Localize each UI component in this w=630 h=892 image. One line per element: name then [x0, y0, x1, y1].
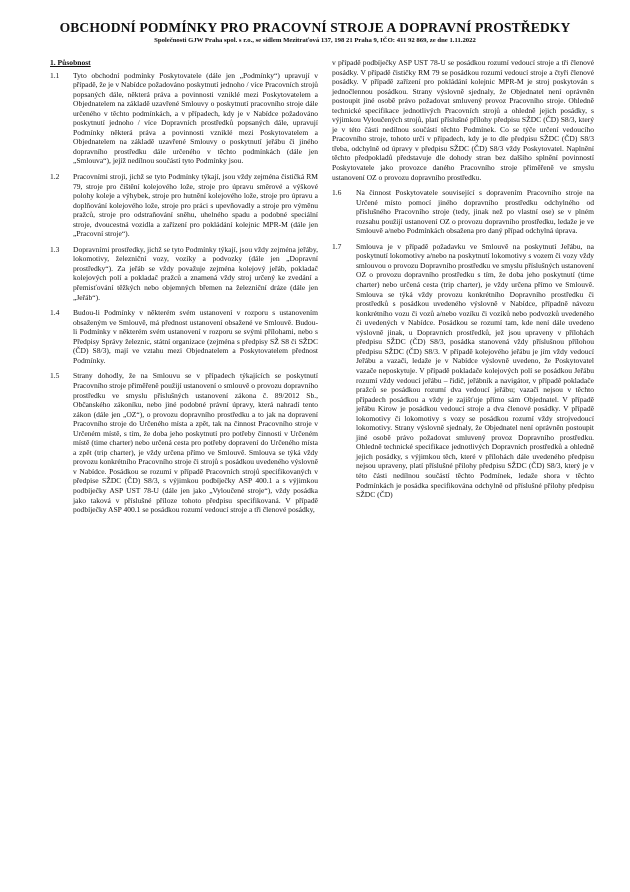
paragraph-number: 1.4 — [50, 308, 60, 318]
paragraph-number: 1.6 — [332, 188, 342, 198]
paragraph-number: 1.7 — [332, 241, 342, 251]
document-subtitle: Společnosti GJW Praha spol. s r.o., se sídlem Mezitraťová 137, 198 21 Praha 9, IČO: 411 92 869, ze dne 1.11.2022 — [154, 37, 476, 44]
paragraph — [50, 172, 318, 239]
document-title: OBCHODNÍ PODMÍNKY PRO PRACOVNÍ STROJE A DOPRAVNÍ PROSTŘEDKY — [59, 20, 571, 35]
paragraph-text: Strany dohodly, že na Smlouvu se v případech týkajících se poskytnutí Pracovního stroje přiměřeně použijí ustanovení o smlouvě o provozu dopravního prostředku ve smyslu příslušných ustanovení zákona č. 89/2012 Sb., Občanského zákoníku, nebo jiné podobné právní úpravy, která nahradí tento zákon (dále jen „OZ“), o provozu dopravního prostředku a to jak na dopravení Pracovního stroje do Určeného místa a zpět, tak na činnost Pracovního stroje v Určeném místě, s tím, že doba jeho poskytnutí pro potřeby činnosti v Určeném místě (time charter) nebo určená cesta pro potřeby dopravení do Určeného místa a zpět (trip charter), je vždy určena přímo ve Smlouvě. Smlouva se týká vždy provozu konkrétního Pracovního stroje či strojů s posádkou uvedeného výslovně v Nabídce. Posádkou se rozumí v případě Pracovních strojů specifikovaných v předpise SŽDC (ČD) S8/3, s výjimkou podbíječky ASP 400.1 a s výjimkou podbíječky ASP UST 78-U (dále jen jako „Vyloučené stroje“), vždy posádka jako taková v příslušné příloze tohoto předpisu specifikovaná. V případě podbíječky ASP 400.1 se posádkou rozumí vedoucí stroje a tři členové posádky, — [73, 371, 318, 515]
paragraph-continuation: v případě podbíječky ASP UST 78-U se posádkou rozumí vedoucí stroje a tři členové posádky. V případě čističky RM 79 se posádkou rozumí vedoucí stroje a čtyři členové posádky. V případě zařízení pro pokládání kolejnic MPR-M je stroj poskytován s jednočlennou posádkou. Strany výslovně sjednaly, že Objednatel není oprávněn postoupit jiné osobě právo požadovat smluvený provoz Pracovního stroje. Ohledně technické specifikace jednotlivých Pracovních strojů a ohledně jejich posádky, s výjimkou Vyloučených strojů, platí příslušné přílohy předpisu SŽDC (ČD) S8/3, který je v této části nedílnou součástí těchto Podmínek. Co se týče určení vedoucího Pracovního stroje, tohoto určí v případech, kdy je to dle předpisu SŽDC (ČD) S8/3 třeba, odchylně od úpravy v předpisu SŽDC (ČD) S8/3 vždy Poskytovatel. Naplnění těchto předpokladů představuje dle dohody stran bez dalšího splnění povinností Poskytovatele jako provozce daného Pracovního stroje přiměřeně ve smyslu ustanovení OZ o provozu dopravního prostředku. — [332, 58, 594, 182]
paragraph-number: 1.5 — [50, 371, 60, 381]
paragraph-text: Budou-li Podmínky v některém svém ustanovení v rozporu s ustanovením obsaženým ve Smlouvě, má přednost ustanovení obsažené ve Smlouvě. Budou-li Podmínky v některém svém ustanovení v rozporu se svými přílohami, nebo s Předpisy Správy železnic, státní organizace (zejména s předpisy SŽ S8 či SŽDC (ČD) S8/3), mají ve vztahu mezi Objednatelem a Poskytovatelem přednost Podmínky. — [73, 308, 318, 365]
left-paragraph-list — [50, 71, 318, 515]
paragraph-text: Na činnost Poskytovatele související s dopravením Pracovního stroje na Určené místo pomocí jiného dopravního prostředku odchylného od příslušného Pracovního stroje (tedy, jinak než po vlastní ose) se v plném rozsahu použijí ustanovení OZ o provozu dopravního prostředku, ledaže je ve Smlouvě a/nebo Podmínkách obsažena pro daný případ odchylná úprava. — [356, 188, 594, 236]
paragraph — [332, 188, 594, 236]
paragraph-number: 1.3 — [50, 244, 60, 254]
paragraph — [50, 308, 318, 365]
paragraph — [332, 242, 594, 500]
paragraph — [50, 371, 318, 514]
paragraph-text: Pracovními stroji, jichž se tyto Podmínky týkají, jsou vždy zejména čističká RM 79, stroje pro čištění kolejového lože, stroje pro úpravu směrové a výškové polohy koleje a výhybek, stroje pro hutnění kolejového lože, stroje pro úpravu a doplňování kolejového lože, stroje pro práci s upevňovadly a stroje pro výměnu pražců, stroje pro odstraňování sněhu, uhelného spadu a podobné speciální stroje, dvoucestná vozidla a zařízení pro pokládání kolejnic MPR-M (dále jen „Pracovní stroje“). — [73, 172, 318, 239]
section-heading: 1. Působnost — [50, 58, 91, 67]
left-column — [50, 58, 318, 521]
paragraph-text: Dopravními prostředky, jichž se tyto Podmínky týkají, jsou vždy zejména jeřáby, lokomotivy, železniční vozy, vozíky a podvozky (dále jen „Dopravní prostředky“). Za jeřáb se vždy považuje zejména kolejový jeřáb, pokladač kolejových polí a pokladač pražců a znamená vždy stroj určený ke zvedání a přemisťování těžkých nebo objemných břemen na železniční dráze (dále jen „Jeřáb“). — [73, 244, 318, 302]
right-paragraph-list — [332, 188, 594, 500]
paragraph — [50, 71, 318, 166]
paragraph-text: Tyto obchodní podmínky Poskytovatele (dále jen „Podmínky“) upravují v případě, že je v Nabídce požadováno poskytnutí jednoho / více Pracovních strojů popsaných dále, některá práva a povinnosti vzniklé mezi Poskytovatelem a Objednatelem na základě uzavřené Smlouvy o poskytnutí pracovního stroje dále určeného v těchto podmínkách, a v případech, kdy je v Nabídce požadováno poskytnutí jednoho / více Dopravních prostředků popsaných dále, upravují Podmínky některá práva a povinnosti vzniklé mezi Poskytovatelem a Objednatelem na základě uzavřené Smlouvy o poskytnutí jeřábu či jiného dopravního prostředku dále určeného v těchto podmínkách (dále jen „Smlouva“), jejíž nedílnou součástí tyto Podmínky jsou. — [73, 70, 318, 166]
paragraph-number: 1.2 — [50, 172, 60, 182]
right-column — [332, 58, 594, 506]
paragraph-number: 1.1 — [50, 70, 60, 80]
paragraph-text: Smlouva je v případě požadavku ve Smlouvě na poskytnutí Jeřábu, na poskytnutí lokomotivy a/nebo na poskytnutí lokomotivy s vozem či vozy vždy smlouvou o provozu Dopravního prostředku ve smyslu příslušných ustanovení OZ o provozu dopravního prostředku s tím, že doba jeho poskytnutí (time charter) nebo určená cesta (trip charter), je vždy určena přímo ve Smlouvě. Smlouva se týká vždy provozu konkrétního Dopravního prostředku či prostředků s posádkou uvedeného výslovně v Nabídce, případně návozu konkrétního vozu či vozů a/nebo vozíku či vozíků nebo podvozků uvedeného či uvedených v Nabídce. Posádkou se rozumí tam, kde není dále uvedeno výslovně jinak, u Dopravních prostředků, jež jsou upraveny v přílohách předpisu SŽDC (ČD) S8/3, posádka stanovená vždy příslušnou přílohou předpisu SŽDC (ČD) S8/3. V případě kolejového jeřábu je jím vždy vedoucí Jeřábu a vazači, ledaže je v Nabídce výslovně uvedeno, že Poskytovatel vazače neposkytuje. V případě pokladače kolejových polí se posádkou Jeřábu rozumí vždy vedoucí jeřábu – řidič, jeřábník a navigátor, v případě pokladače pražců se posádkou rozumí dva vedoucí jeřábu; vazači nejsou v těchto případech posádkou a vždy je zajišťuje přímo sám Objednatel. V případě jeřábu Kirow je posádkou vedoucí stroje a dva členové posádky. V případě lokomotivy či lokomotivy s vozy se posádkou rozumí vždy strojvedoucí lokomotivy. Strany výslovně sjednaly, že Objednatel není oprávněn postoupit jiné osobě právo požadovat smluvený provoz Dopravního prostředku. Ohledně technické specifikace jednotlivých Dopravních prostředků a ohledně jejich posádky, s výjimkou těch, které v přílohách dále uvedeného předpisu nejsou upraveny, platí příslušné přílohy předpisu SŽDC (ČD) S8/3, který je v této části nedílnou součástí těchto Podmínek, ledaže shora v těchto Podmínkách je posádka specifikována odchylně od příslušné přílohy předpisu SŽDC (ČD) — [356, 241, 594, 500]
paragraph — [50, 245, 318, 302]
